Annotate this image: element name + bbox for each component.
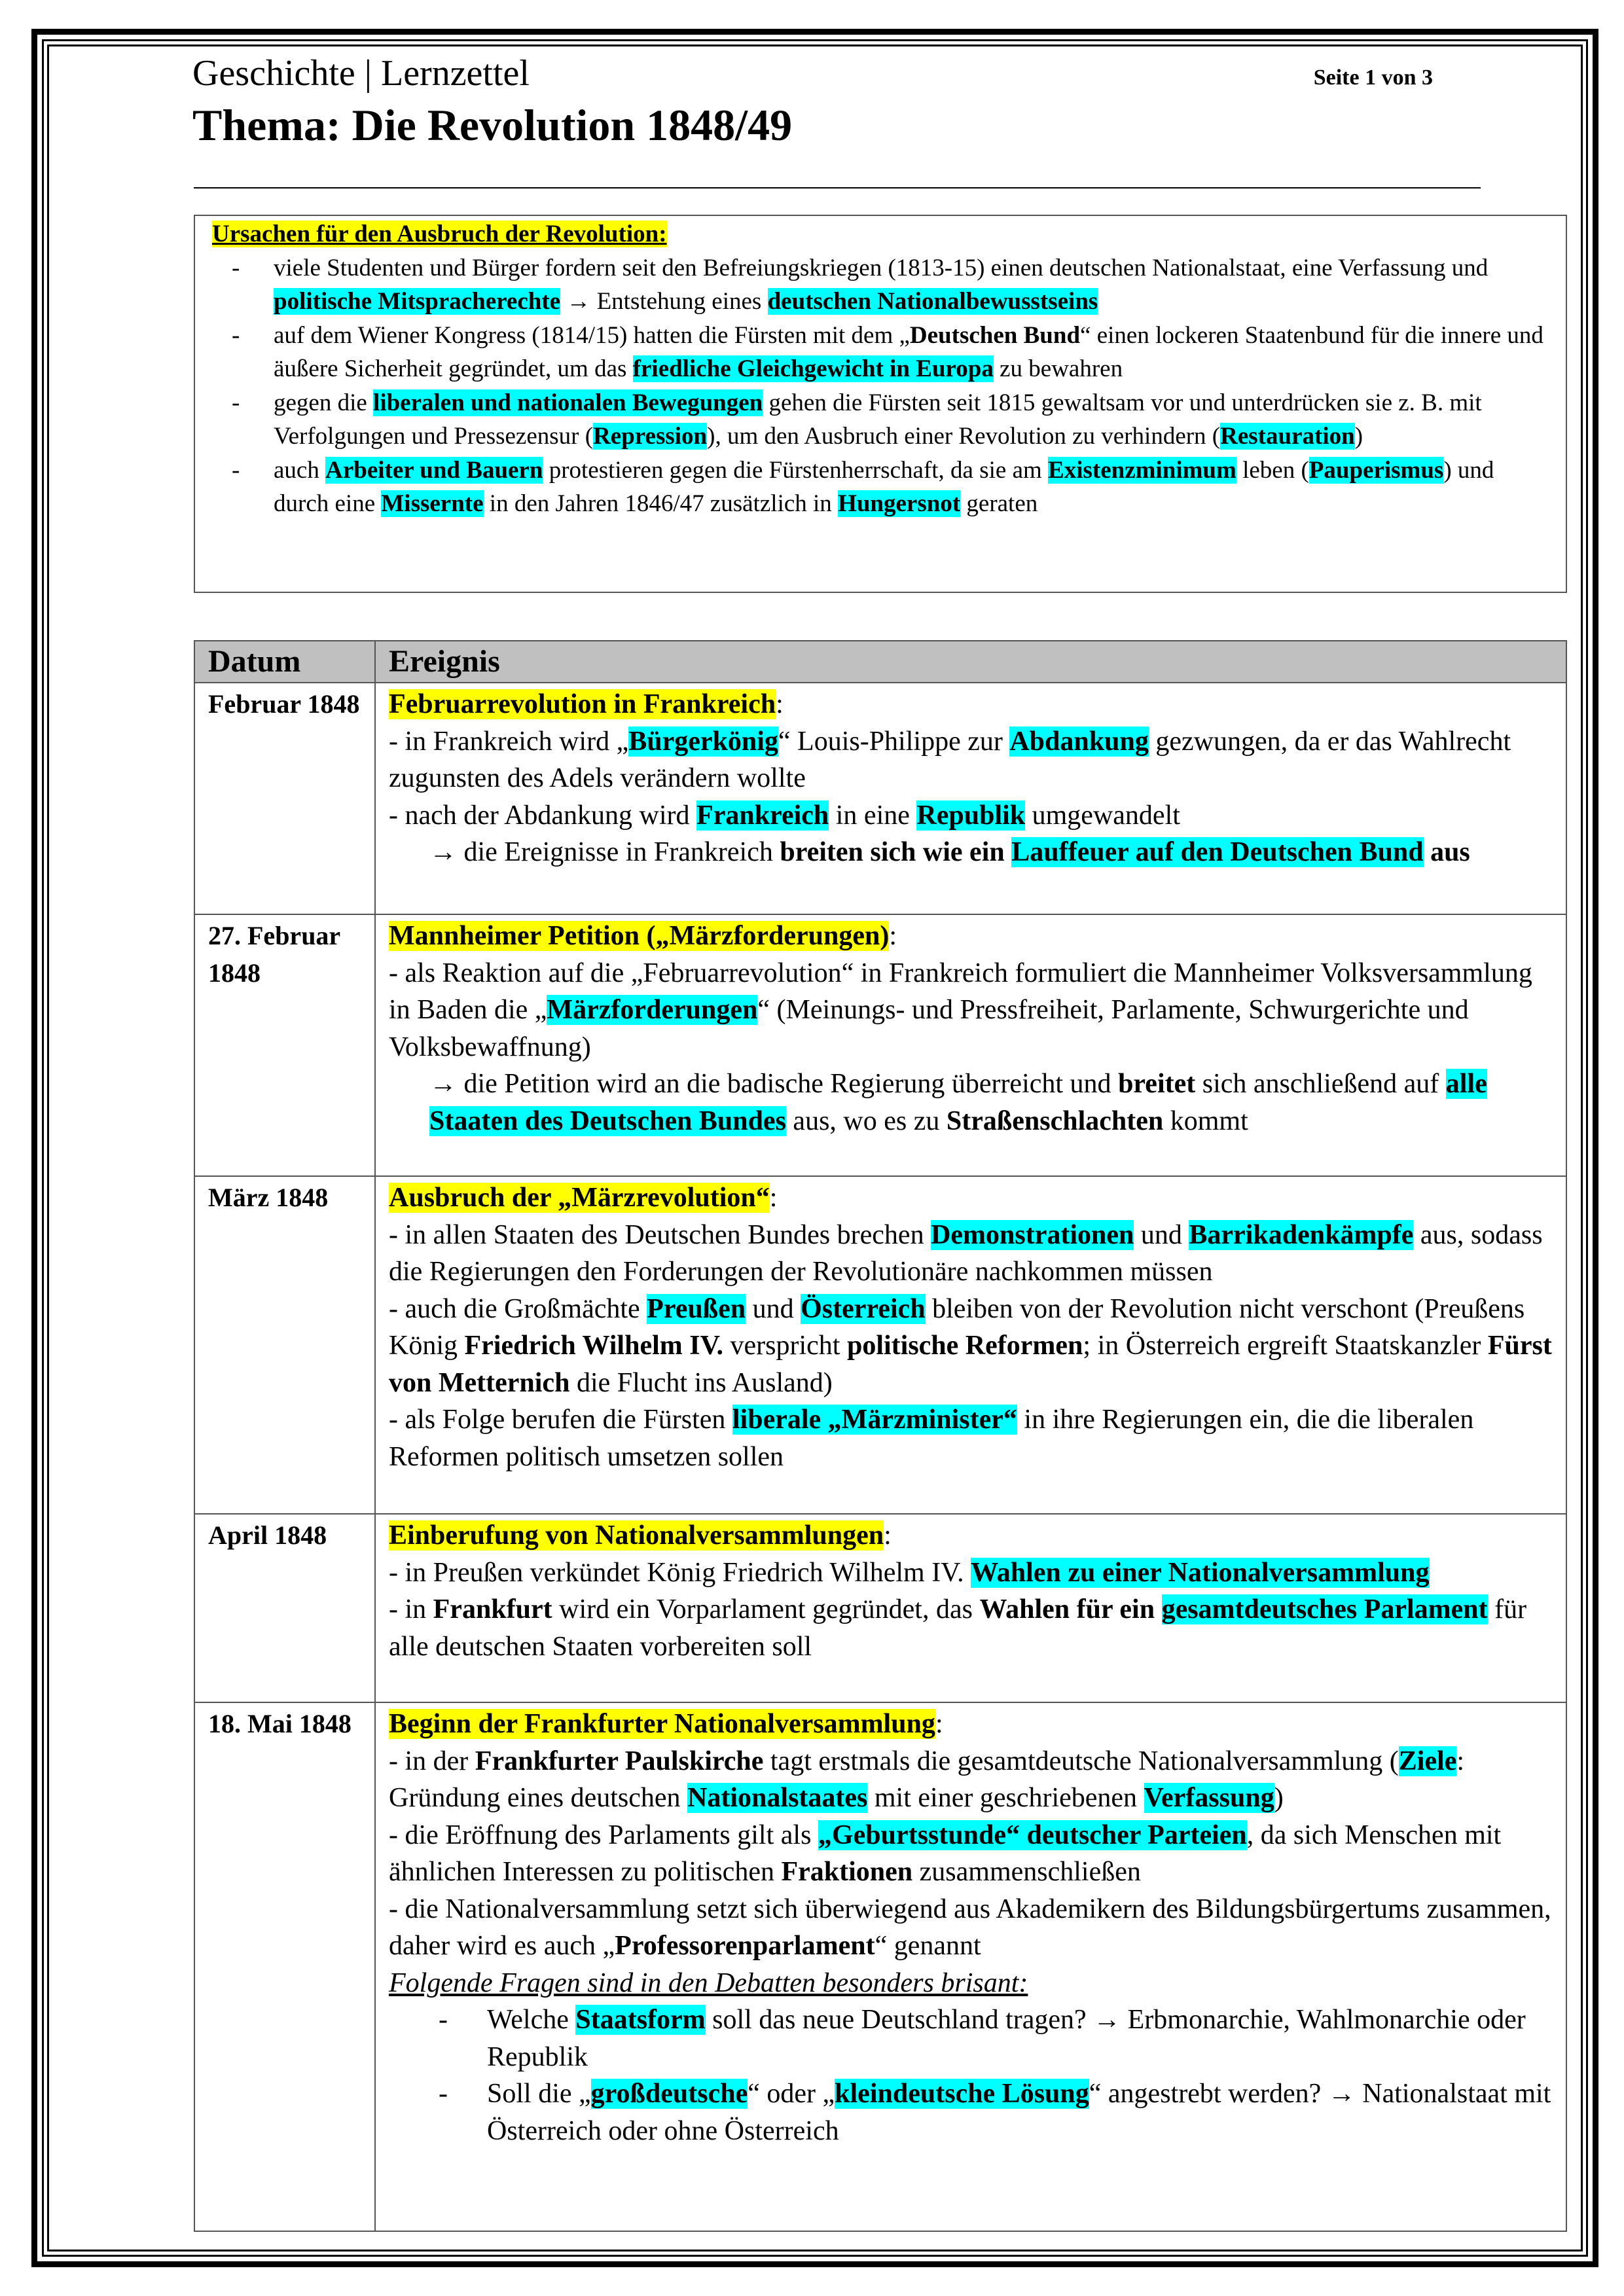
header-divider — [194, 187, 1481, 188]
event-title: Beginn der Frankfurter Nationalversammlung — [389, 1709, 935, 1739]
page-number: Seite 1 von 3 — [1313, 65, 1433, 90]
list-item: - gegen die liberalen und nationalen Bewegungen gehen die Fürsten seit 1815 gewaltsam vor und unterdrücken sie z. B. mit Verfolgungen und Pressezensur (Repression), um den Ausbruch einer Revolution zu verhindern (Restauration) — [212, 386, 1547, 454]
list-item: - auch Arbeiter und Bauern protestieren gegen die Fürstenherrschaft, da sie am Existenzminimum leben (Pauperismus) und durch eine Missernte in den Jahren 1846/47 zusätzlich in Hungersnot geraten — [212, 454, 1547, 521]
event-title: Februarrevolution in Frankreich — [389, 689, 776, 719]
page-title: Thema: Die Revolution 1848/49 — [192, 100, 793, 150]
causes-list — [212, 251, 1547, 521]
timeline-table — [194, 640, 1567, 2232]
questions-list — [389, 2001, 1553, 2149]
event-cell: Einberufung von Nationalversammlungen: - in Preußen verkündet König Friedrich Wilhelm IV. Wahlen zu einer Nationalversammlung - in Frankfurt wird ein Vorparlament gegründet, das Wahlen für ein gesamtdeutsches Parlament für alle deutschen Staaten vorbereiten soll — [375, 1514, 1566, 1702]
table-row — [194, 683, 1566, 914]
column-header-event: Ereignis — [375, 641, 1566, 683]
list-item: - Soll die „großdeutsche“ oder „kleindeutsche Lösung“ angestrebt werden? → Nationalstaat mit Österreich oder ohne Österreich — [389, 2075, 1553, 2149]
questions-heading: Folgende Fragen sind in den Debatten besonders brisant: — [389, 1967, 1028, 1998]
date-cell: Februar 1848 — [194, 683, 375, 914]
event-title: Einberufung von Nationalversammlungen — [389, 1520, 884, 1551]
event-cell: Mannheimer Petition („Märzforderungen): - als Reaktion auf die „Februarrevolution“ in Frankreich formuliert die Mannheimer Volksversammlung in Baden die „Märzforderungen“ (Meinungs- und Pressfreiheit, Parlamente, Schwurgerichte und Volksbewaffnung) → die Petition wird an die badische Regierung überreicht und breitet sich anschließend auf alle Staaten des Deutschen Bundes aus, wo es zu Straßenschlachten kommt — [375, 914, 1566, 1176]
date-cell: März 1848 — [194, 1176, 375, 1514]
table-row — [194, 1702, 1566, 2231]
event-title: Ausbruch der „Märzrevolution“ — [389, 1183, 770, 1213]
causes-heading: Ursachen für den Ausbruch der Revolution: — [212, 221, 667, 247]
table-header-row — [194, 641, 1566, 683]
column-header-date: Datum — [194, 641, 375, 683]
event-cell: Ausbruch der „Märzrevolution“: - in allen Staaten des Deutschen Bundes brechen Demonstrationen und Barrikadenkämpfe aus, sodass die Regierungen den Forderungen der Revolutionäre nachkommen müssen - auch die Großmächte Preußen und Österreich bleiben von der Revolution nicht verschont (Preußens König Friedrich Wilhelm IV. verspricht politische Reformen; in Österreich ergreift Staatskanzler Fürst von Metternich die Flucht ins Ausland) - als Folge berufen die Fürsten liberale „Märzminister“ in ihre Regierungen ein, die die liberalen Reformen politisch umsetzen sollen — [375, 1176, 1566, 1514]
date-cell: 18. Mai 1848 — [194, 1702, 375, 2231]
event-cell: Beginn der Frankfurter Nationalversammlung: - in der Frankfurter Paulskirche tagt erstmals die gesamtdeutsche Nationalversammlung (Ziele: Gründung eines deutschen Nationalstaates mit einer geschriebenen Verfassung) - die Eröffnung des Parlaments gilt als „Geburtsstunde“ deutscher Parteien, da sich Menschen mit ähnlichen Interessen zu politischen Fraktionen zusammenschließen - die Nationalversammlung setzt sich überwiegend aus Akademikern des Bildungsbürgertums zusammen, daher wird es auch „Professorenparlament“ genannt Folgende Fragen sind in den Debatten besonders brisant: - Welche Staatsform soll das neue Deutschland tragen? → Erbmonarchie, Wahlmonarchie oder Republik - Soll die „großdeutsche“ oder „kleindeutsche Lösung“ angestrebt werden? → Nationalstaat mit Österreich oder ohne Österreich — [375, 1702, 1566, 2231]
list-item: - Welche Staatsform soll das neue Deutschland tragen? → Erbmonarchie, Wahlmonarchie oder Republik — [389, 2001, 1553, 2075]
subject-line: Geschichte | Lernzettel — [192, 53, 530, 94]
causes-box — [194, 215, 1567, 593]
event-cell: Februarrevolution in Frankreich: - in Frankreich wird „Bürgerkönig“ Louis-Philippe zur Abdankung gezwungen, da er das Wahlrecht zugunsten des Adels verändern wollte - nach der Abdankung wird Frankreich in eine Republik umgewandelt → die Ereignisse in Frankreich breiten sich wie ein Lauffeuer auf den Deutschen Bund aus — [375, 683, 1566, 914]
event-title: Mannheimer Petition („Märzforderungen) — [389, 921, 890, 951]
table-row — [194, 914, 1566, 1176]
date-cell: April 1848 — [194, 1514, 375, 1702]
date-cell: 27. Februar 1848 — [194, 914, 375, 1176]
list-item: - viele Studenten und Bürger fordern seit den Befreiungskriegen (1813-15) einen deutschen Nationalstaat, eine Verfassung und politische Mitspracherechte → Entstehung eines deutschen Nationalbewusstseins — [212, 251, 1547, 319]
table-row — [194, 1176, 1566, 1514]
table-row — [194, 1514, 1566, 1702]
list-item: - auf dem Wiener Kongress (1814/15) hatten die Fürsten mit dem „Deutschen Bund“ einen lockeren Staatenbund für die innere und äußere Sicherheit gegründet, um das friedliche Gleichgewicht in Europa zu bewahren — [212, 319, 1547, 386]
